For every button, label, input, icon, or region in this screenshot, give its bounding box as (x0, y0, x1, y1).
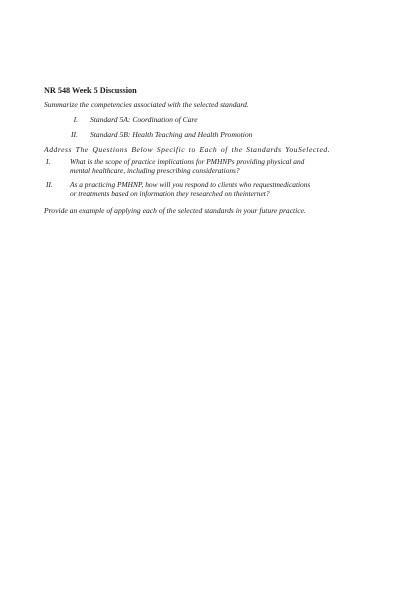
question-numeral: II. (46, 180, 53, 189)
question-line: As a practicing PMHNP, how will you respond to clients who requestmedications (70, 180, 311, 189)
address-prompt: Address The Questions Below Specific to Each of the Standards YouSelected. (44, 145, 331, 154)
closing-prompt: Provide an example of applying each of the selected standards in your future practice. (44, 206, 306, 215)
question-line: What is the scope of practice implications for PMHNPs providing physical and (70, 157, 305, 166)
question-text (70, 180, 370, 198)
question-numeral: I. (46, 157, 51, 166)
standard-label: Standard 5B: Health Teaching and Health Promotion (90, 130, 253, 139)
document-title: NR 548 Week 5 Discussion (44, 86, 137, 95)
standard-label: Standard 5A: Coordination of Care (90, 115, 198, 124)
standard-numeral: II. (71, 130, 78, 139)
question-text (70, 157, 370, 175)
question-line: mental healthcare, including prescribing considerations? (70, 166, 240, 175)
standard-numeral: I. (73, 115, 78, 124)
question-line: or treatments based on information they researched on theinternet? (70, 189, 270, 198)
summary-prompt: Summarize the competencies associated with the selected standard. (44, 100, 249, 109)
